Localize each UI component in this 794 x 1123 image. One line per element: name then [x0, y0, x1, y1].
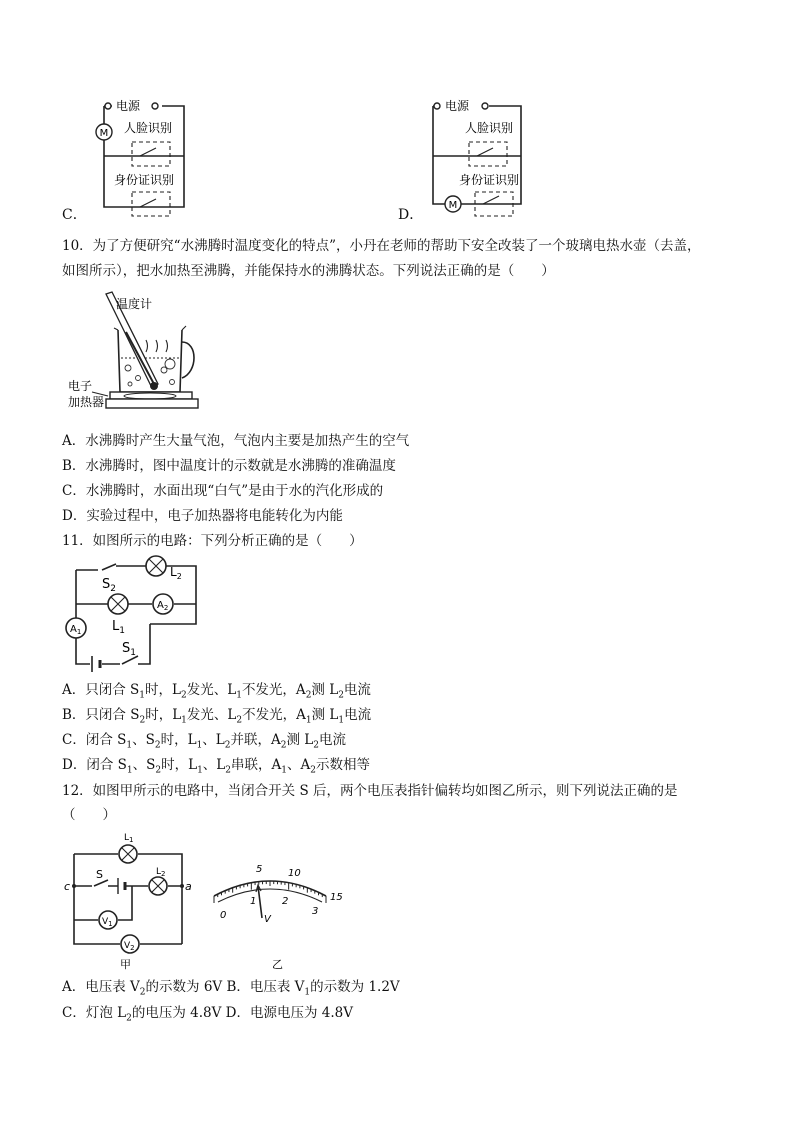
s1-label: $S_1$ [122, 641, 136, 658]
q9-option-c-label: C． [62, 207, 87, 223]
point-c-label: c [64, 880, 71, 893]
q12-stem-line2: （ ） [62, 807, 116, 823]
q11-stem: 11．如图所示的电路：下列分析正确的是（ ） [62, 533, 363, 549]
bottom-tick-1: 1 [250, 896, 257, 907]
q10-option-d[interactable]: D．实验过程中，电子加热器将电能转化为内能 [62, 508, 343, 524]
v2-label: $V_2$ [124, 941, 135, 952]
power-label: 电源 [445, 99, 470, 113]
q10-stem-line1: 10．为了方便研究“水沸腾时温度变化的特点”，小丹在老师的帮助下安全改装了一个玻璃电热水壶（去盖， [62, 238, 701, 254]
q11-option-b[interactable]: B．只闭合 $S_2$时，$L_1$发光、$L_2$不发光，$A_1$测 $L_1$电流 [62, 707, 372, 726]
power-terminal-icon [105, 103, 111, 109]
id-switch-icon [140, 199, 156, 207]
q12-voltmeter-dial-yi [200, 858, 350, 970]
figure-caption-jia: 甲 [120, 958, 131, 971]
q11-option-d[interactable]: D．闭合 $S_1$、$S_2$时，$L_1$、$L_2$串联，$A_1$、$A_2$示数相等 [62, 757, 370, 776]
face-recognition-label: 人脸识别 [465, 121, 514, 135]
heater-label-line2: 加热器 [68, 395, 105, 409]
figure-caption-yi: 乙 [272, 958, 283, 971]
bottom-tick-3: 3 [312, 906, 319, 917]
q9-option-d-label: D． [398, 207, 424, 223]
q12-circuit-figure-jia [62, 828, 190, 970]
switch-s-label: S [96, 868, 103, 881]
id-recognition-label: 身份证识别 [114, 173, 175, 187]
point-a-label: a [185, 880, 192, 893]
dial-unit-label: V [264, 914, 271, 925]
face-recognition-label: 人脸识别 [124, 121, 173, 135]
id-switch-icon [483, 196, 499, 204]
a1-label: $A_1$ [70, 624, 82, 636]
q12-options-cd[interactable]: C．灯泡 $L_2$的电压为 4.8V D．电源电压为 4.8V [62, 1005, 353, 1024]
q11-option-a[interactable]: A．只闭合 $S_1$时，$L_2$发光、$L_1$不发光，$A_2$测 $L_2$电流 [62, 682, 371, 701]
q11-circuit-figure [62, 552, 212, 676]
heater-label-line1: 电子 [68, 379, 93, 393]
q10-option-b[interactable]: B．水沸腾时，图中温度计的示数就是水沸腾的准确温度 [62, 458, 396, 474]
thermometer-label: 温度计 [116, 297, 153, 311]
bottom-tick-2: 2 [282, 896, 289, 907]
motor-label: M [448, 200, 458, 211]
a2-label: $A_2$ [157, 600, 169, 612]
q12-options-ab[interactable]: A．电压表 $V_2$的示数为 6V B．电压表 $V_1$的示数为 1.2V [62, 979, 400, 998]
l2-label: $L_2$ [156, 867, 166, 878]
bottom-tick-0: 0 [220, 910, 227, 921]
face-switch-icon [477, 148, 493, 156]
l2-label: $L_2$ [170, 565, 182, 581]
id-recognition-label: 身份证识别 [459, 173, 520, 187]
v1-label: $V_1$ [102, 917, 113, 928]
l1-label: $L_1$ [112, 619, 125, 636]
q12-stem-line1: 12．如图甲所示的电路中，当闭合开关 S 后，两个电压表指针偏转均如图乙所示，则下列说法正确的是 [62, 783, 678, 799]
q9-option-c-circuit [84, 92, 194, 222]
face-switch-icon [140, 148, 156, 156]
q10-option-c[interactable]: C．水沸腾时，水面出现“白气”是由于水的汽化形成的 [62, 483, 384, 499]
power-label: 电源 [116, 99, 141, 113]
q9-option-d-circuit [425, 92, 535, 222]
q10-option-a[interactable]: A．水沸腾时产生大量气泡，气泡内主要是加热产生的空气 [62, 433, 410, 449]
q11-option-c[interactable]: C．闭合 $S_1$、$S_2$时，$L_1$、$L_2$并联，$A_2$测 $L_2$电流 [62, 732, 346, 751]
motor-label: M [99, 128, 109, 139]
q10-stem-line2: 如图所示），把水加热至沸腾，并能保持水的沸腾状态。下列说法正确的是（ ） [62, 263, 555, 279]
top-tick-10: 10 [288, 868, 301, 879]
q10-kettle-figure [66, 292, 206, 416]
s2-label: $S_2$ [102, 577, 116, 594]
top-tick-5: 5 [256, 864, 263, 875]
top-tick-15: 15 [330, 892, 343, 903]
l1-label: $L_1$ [124, 833, 134, 844]
